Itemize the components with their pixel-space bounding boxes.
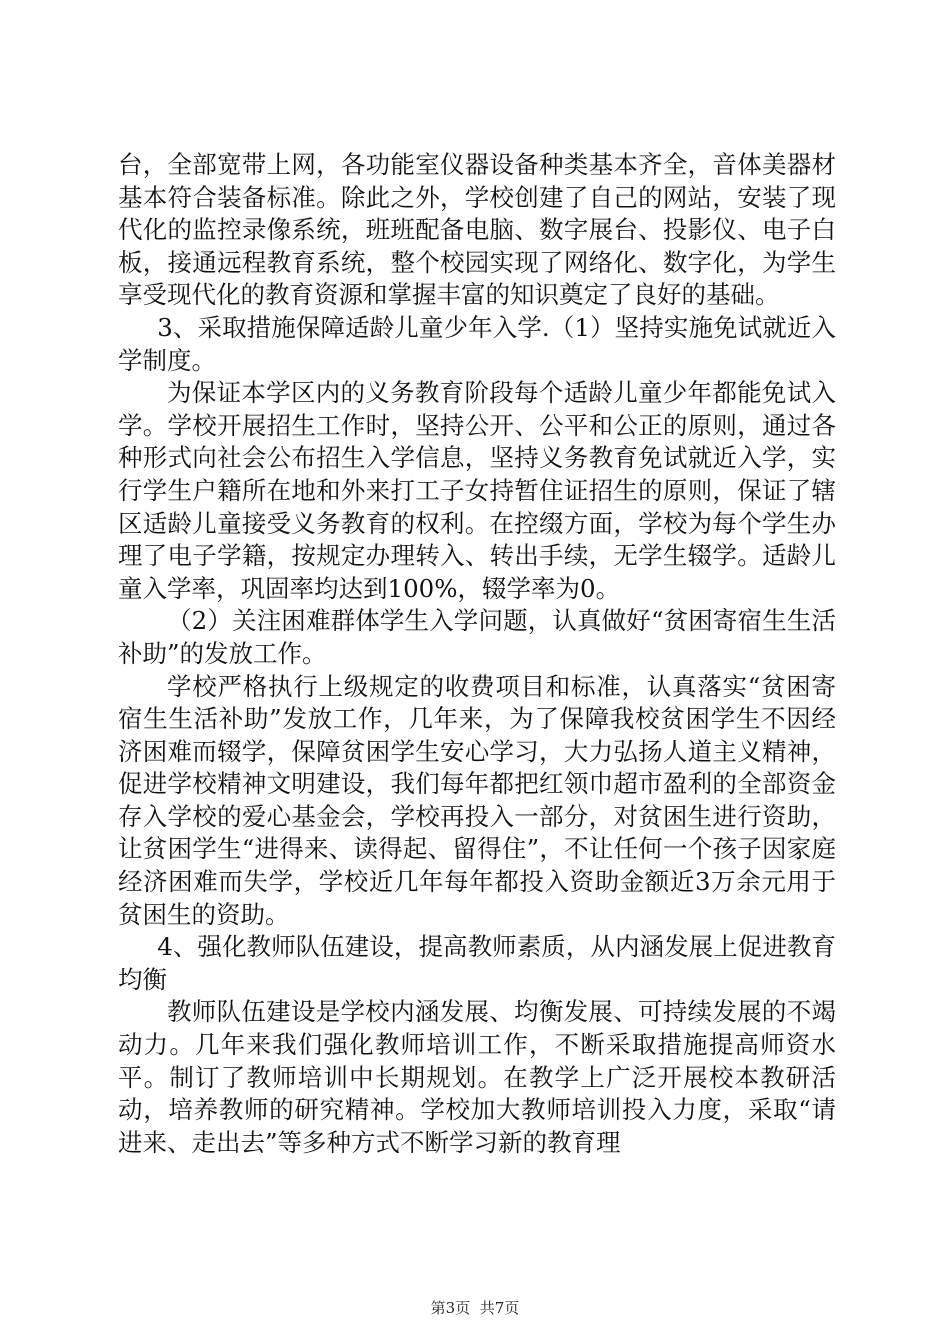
paragraph-enrollment: 为保证本学区内的义务教育阶段每个适龄儿童少年都能免试入学。学校开展招生工作时，坚持公开、公平和公正的原则，通过各种形式向社会公布招生入学信息，坚持义务教育免试就近入学，实行学生户籍所在地和外来打工子女持暂住证招生的原则，保证了辖区适龄儿童接受义务教育的权利。在控缀方面，学校为每个学生办理了电子学籍，按规定办理转入、转出手续，无学生辍学。适龄儿童入学率，巩固率均达到100%，辍学率为0。 <box>118 378 836 603</box>
paragraph-facilities: 台，全部宽带上网，各功能室仪器设备种类基本齐全，音体美器材基本符合装备标准。除此之外，学校创建了自己的网站，安装了现代化的监控录像系统，班班配备电脑、数字展台、投影仪、电子白板，接通远程教育系统，整个校园实现了网络化、数字化，为学生享受现代化的教育资源和掌握丰富的知识奠定了良好的基础。 <box>118 150 836 310</box>
body-text <box>118 149 836 1159</box>
heading-subsection-2: （2）关注困难群体学生入学问题，认真做好“贫困寄宿生生活补助”的发放工作。 <box>118 606 836 668</box>
paragraph-teachers: 教师队伍建设是学校内涵发展、均衡发展、可持续发展的不竭动力。几年来我们强化教师培训工作，不断采取措施提高师资水平。制订了教师培训中长期规划。在教学上广泛开展校本教研活动，培养教师的研究精神。学校加大教师培训投入力度，采取“请进来、走出去”等多种方式不断学习新的教育理 <box>118 997 836 1157</box>
paragraph-subsidy: 学校严格执行上级规定的收费项目和标准，认真落实“贫困寄宿生生活补助”发放工作，几年来，为了保障我校贫困学生不因经济困难而辍学，保障贫困学生安心学习，大力弘扬人道主义精神，促进学校精神文明建设，我们每年都把红领巾超市盈利的全部资金存入学校的爱心基金会，学校再投入一部分，对贫困生进行资助，让贫困学生“进得来、读得起、留得住”，不让任何一个孩子因家庭经济困难而失学，学校近几年每年都投入资助金额近3万余元用于贫困生的资助。 <box>118 671 836 929</box>
page-total: 共7页 <box>479 1299 520 1317</box>
page-number: 第3页 <box>430 1299 471 1317</box>
heading-section-4: 4、强化教师队伍建设，提高教师素质，从内涵发展上促进教育均衡 <box>118 932 836 994</box>
heading-section-3: 3、采取措施保障适龄儿童少年入学.（1）坚持实施免试就近入学制度。 <box>118 312 836 375</box>
page-footer <box>0 1298 950 1318</box>
